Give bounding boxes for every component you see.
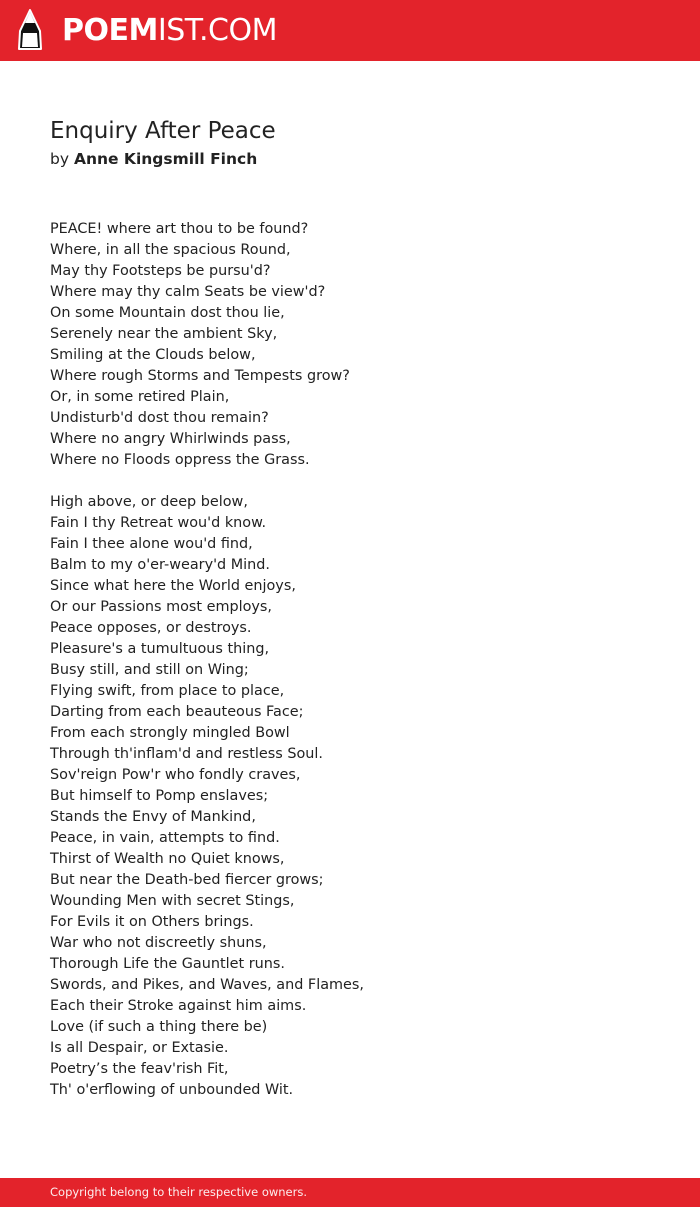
poem-line: Th' o'erflowing of unbounded Wit.	[50, 1082, 294, 1098]
poem-line: Peace opposes, or destroys.	[50, 620, 252, 636]
poem-line: Darting from each beauteous Face;	[50, 704, 304, 720]
site-logo-text[interactable]	[62, 12, 277, 50]
poem-line: Smiling at the Clouds below,	[50, 347, 256, 363]
brand-bold: POEM	[62, 13, 158, 48]
by-label: by	[50, 150, 70, 168]
poem-line: Peace, in vain, attempts to find.	[50, 830, 280, 846]
poem-line: Undisturb'd dost thou remain?	[50, 410, 269, 426]
poem-line: Each their Stroke against him aims.	[50, 998, 307, 1014]
poem-line: On some Mountain dost thou lie,	[50, 305, 285, 321]
poem-line: Since what here the World enjoys,	[50, 578, 296, 594]
poem-line: Through th'inflam'd and restless Soul.	[50, 746, 323, 762]
poem-line: Busy still, and still on Wing;	[50, 662, 249, 678]
poem-line: Fain I thee alone wou'd find,	[50, 536, 253, 552]
poem-line: High above, or deep below,	[50, 494, 248, 510]
poem-line: Or our Passions most employs,	[50, 599, 273, 615]
copyright-notice: Copyright belong to their respective owners.	[50, 1185, 308, 1199]
poem-body	[50, 219, 650, 1122]
poem-line: Or, in some retired Plain,	[50, 389, 230, 405]
poem-line: Wounding Men with secret Stings,	[50, 893, 295, 909]
poem-line: From each strongly mingled Bowl	[50, 725, 290, 741]
poem-line: For Evils it on Others brings.	[50, 914, 254, 930]
poem-line: Pleasure's a tumultuous thing,	[50, 641, 270, 657]
poem-line: But himself to Pomp enslaves;	[50, 788, 269, 804]
poem-line: Thirst of Wealth no Quiet knows,	[50, 851, 285, 867]
poem-line: Swords, and Pikes, and Waves, and Flames,	[50, 977, 364, 993]
pen-nib-icon[interactable]	[17, 9, 43, 51]
poem-line: Is all Despair, or Extasie.	[50, 1040, 229, 1056]
site-footer	[0, 1178, 700, 1207]
poem-line: Where no angry Whirlwinds pass,	[50, 431, 291, 447]
poem-line: Where no Floods oppress the Grass.	[50, 452, 310, 468]
poem-byline	[50, 148, 257, 170]
poem-stanza	[50, 492, 650, 1101]
poem-line: Where may thy calm Seats be view'd?	[50, 284, 326, 300]
poem-line: Stands the Envy of Mankind,	[50, 809, 256, 825]
poem-stanza	[50, 219, 650, 471]
poem-line: But near the Death-bed fiercer grows;	[50, 872, 324, 888]
poem-line: Balm to my o'er-weary'd Mind.	[50, 557, 270, 573]
poem-title: Enquiry After Peace	[50, 118, 276, 144]
poem-line: Flying swift, from place to place,	[50, 683, 285, 699]
poem-line: Love (if such a thing there be)	[50, 1019, 268, 1035]
poem-line: May thy Footsteps be pursu'd?	[50, 263, 271, 279]
poem-line: PEACE! where art thou to be found?	[50, 221, 309, 237]
poem-line: Fain I thy Retreat wou'd know.	[50, 515, 267, 531]
brand-light: IST.COM	[157, 13, 277, 48]
poem-line: Sov'reign Pow'r who fondly craves,	[50, 767, 301, 783]
site-header	[0, 0, 700, 61]
poem-line: War who not discreetly shuns,	[50, 935, 267, 951]
poem-line: Poetry’s the feav'rish Fit,	[50, 1061, 229, 1077]
poem-line: Where rough Storms and Tempests grow?	[50, 368, 350, 384]
poem-line: Thorough Life the Gauntlet runs.	[50, 956, 285, 972]
author-name: Anne Kingsmill Finch	[73, 150, 258, 168]
poem-line: Serenely near the ambient Sky,	[50, 326, 278, 342]
poem-line: Where, in all the spacious Round,	[50, 242, 291, 258]
